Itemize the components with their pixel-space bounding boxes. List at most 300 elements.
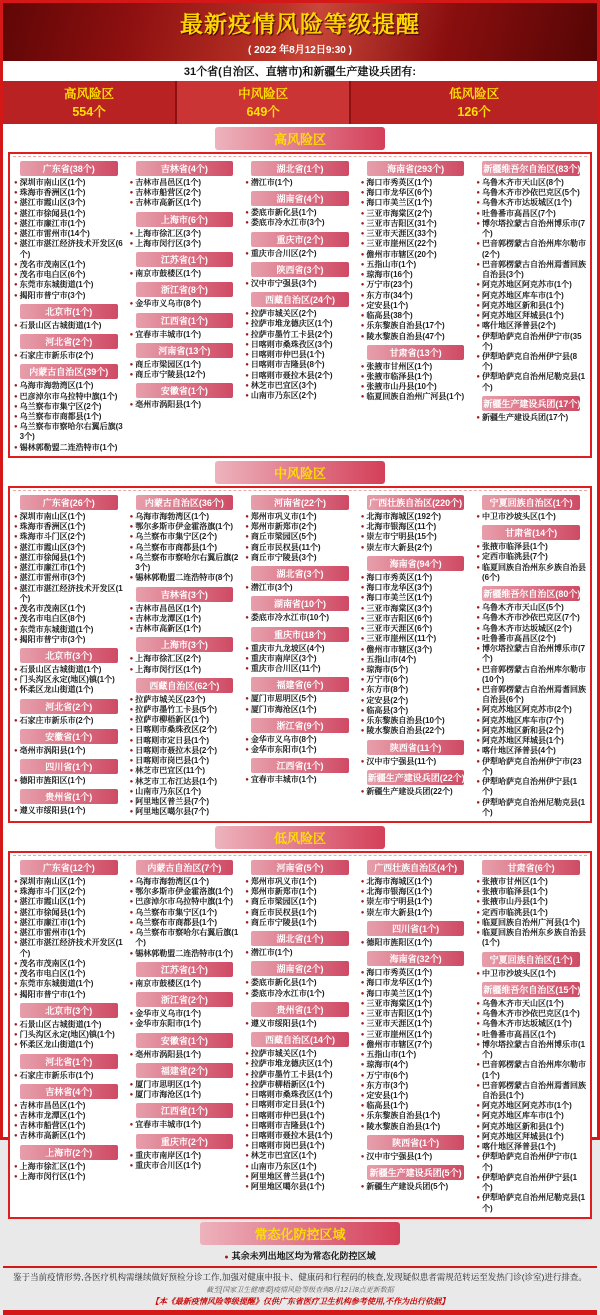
region-item bbox=[360, 593, 472, 603]
bullet-icon: ● bbox=[360, 363, 365, 370]
bullet-icon: ● bbox=[14, 513, 18, 520]
region-item-text: 湛江市霞山区(3个) bbox=[19, 542, 86, 552]
bullet-icon: ● bbox=[129, 737, 134, 744]
region-item bbox=[13, 1111, 125, 1121]
bullet-icon: ● bbox=[245, 352, 249, 359]
region-item-text: 厦门市海沧区(1个) bbox=[250, 704, 317, 714]
region-item bbox=[475, 716, 587, 726]
bullet-icon: ● bbox=[14, 444, 18, 451]
region-item bbox=[475, 726, 587, 736]
region-item bbox=[360, 239, 472, 249]
region-item-text: 重庆市合川区(2个) bbox=[250, 248, 317, 258]
bullet-icon: ● bbox=[129, 230, 134, 237]
region-item bbox=[244, 371, 356, 381]
region-item bbox=[13, 291, 125, 301]
bullet-icon: ● bbox=[245, 1081, 249, 1088]
section-columns-mid-risk bbox=[11, 492, 589, 818]
bullet-icon: ● bbox=[129, 909, 134, 916]
region-item-text: 东莞市东城街道(1个) bbox=[19, 979, 94, 989]
region-item-text: 五指山市(1个) bbox=[366, 259, 417, 269]
region-item-text: 定安县(2个) bbox=[366, 695, 409, 705]
region-item bbox=[13, 532, 125, 542]
region-item bbox=[244, 1111, 356, 1121]
bullet-icon: ● bbox=[476, 615, 480, 622]
bullet-icon: ● bbox=[476, 1133, 480, 1140]
bottom-red-bar bbox=[3, 1310, 597, 1315]
region-item-text: 新疆生产建设兵团(5个) bbox=[366, 1182, 449, 1192]
bullet-icon: ● bbox=[476, 210, 480, 217]
region-item bbox=[360, 1030, 472, 1040]
region-item-text: 临高县(1个) bbox=[366, 1101, 409, 1111]
bullet-icon: ● bbox=[129, 1011, 134, 1018]
region-item bbox=[360, 604, 472, 614]
region-item-text: 伊犁哈萨克自治州伊宁县(1个) bbox=[482, 777, 578, 797]
province-badge: 新疆维吾尔自治区(80个) bbox=[482, 586, 580, 601]
region-item-text: 日喀则市聂拉木县(1个) bbox=[250, 1131, 333, 1140]
region-item-text: 定西市临洮县(7个) bbox=[482, 552, 548, 562]
region-item-text: 拉萨市柳梧新区(1个) bbox=[250, 1079, 325, 1089]
bullet-icon: ● bbox=[476, 1123, 480, 1130]
region-item bbox=[475, 542, 587, 552]
region-item-text: 万宁市(23个) bbox=[366, 280, 413, 290]
region-item bbox=[129, 370, 241, 380]
region-item bbox=[475, 291, 587, 301]
province-badge: 上海市(2个) bbox=[20, 1145, 118, 1160]
region-item-text: 北海市银海区(1个) bbox=[366, 887, 433, 897]
region-item bbox=[244, 279, 356, 289]
province-badge: 新疆生产建设兵团(17个) bbox=[482, 396, 580, 411]
region-item bbox=[244, 178, 356, 188]
region-item-text: 遵义市绥阳县(1个) bbox=[19, 806, 86, 816]
bullet-icon: ● bbox=[245, 513, 249, 520]
region-item bbox=[360, 1081, 472, 1091]
region-item-text: 乌海市海勃湾区(1个) bbox=[135, 877, 209, 887]
bullet-icon: ● bbox=[360, 1113, 365, 1120]
bullet-icon: ● bbox=[360, 1052, 365, 1059]
region-item-text: 门头沟区永定(地区)镇(1个) bbox=[19, 675, 115, 685]
province-badge: 新疆生产建设兵团(22个) bbox=[367, 770, 465, 785]
bullet-icon: ● bbox=[129, 788, 134, 795]
region-item-text: 乐东黎族自治县(17个) bbox=[366, 321, 445, 331]
region-item bbox=[475, 563, 587, 583]
region-item-text: 伊犁哈萨克自治州尼勒克县(1个) bbox=[482, 797, 586, 817]
bullet-icon: ● bbox=[476, 544, 480, 551]
region-item bbox=[244, 1151, 356, 1161]
region-item bbox=[129, 777, 241, 787]
region-item bbox=[129, 1090, 241, 1100]
region-item bbox=[475, 1019, 587, 1029]
region-item-text: 张掖市山丹县(1个) bbox=[482, 897, 548, 907]
bullet-icon: ● bbox=[129, 1122, 134, 1129]
region-item-text: 湛江市雷州市(3个) bbox=[19, 573, 86, 583]
region-item-text: 金华市东阳市(1个) bbox=[250, 744, 317, 754]
low-risk-column-4 bbox=[358, 857, 474, 1192]
region-item-text: 伊犁哈萨克自治州伊宁县(8个) bbox=[482, 351, 578, 372]
risk-sections bbox=[3, 127, 597, 1219]
region-item-text: 遵义市绥阳县(1个) bbox=[250, 1018, 317, 1028]
bullet-icon: ● bbox=[14, 1113, 18, 1119]
section-columns-low-risk bbox=[11, 857, 589, 1214]
bullet-icon: ● bbox=[360, 282, 365, 289]
region-item-text: 三亚市天涯区(6个) bbox=[366, 624, 433, 634]
region-item-text: 巴音郭楞蒙古自治州库尔勒市(2个) bbox=[482, 239, 586, 259]
region-item bbox=[475, 260, 587, 280]
region-item-text: 湛江市徐闻县(1个) bbox=[19, 907, 86, 917]
province-badge: 浙江省(2个) bbox=[136, 992, 234, 1007]
region-item bbox=[244, 887, 356, 897]
region-item bbox=[475, 178, 587, 188]
bullet-icon: ● bbox=[245, 220, 249, 227]
region-item bbox=[475, 512, 587, 522]
bullet-icon: ● bbox=[245, 331, 249, 338]
region-item bbox=[244, 897, 356, 907]
publish-datetime: ( 2022 年8月12日9:30 ) bbox=[248, 45, 352, 56]
region-item-text: 三亚市吉阳区(31个) bbox=[366, 218, 437, 228]
region-item bbox=[13, 351, 125, 361]
region-item bbox=[360, 332, 472, 342]
region-item-text: 山南市乃东区(1个) bbox=[135, 786, 201, 796]
bullet-icon: ● bbox=[14, 1021, 18, 1028]
province-badge: 贵州省(1个) bbox=[251, 1002, 349, 1017]
region-item-text: 湛江市霞山区(3个) bbox=[19, 198, 86, 208]
region-item-text: 深圳市南山区(1个) bbox=[19, 511, 86, 521]
bullet-icon: ● bbox=[129, 301, 134, 308]
region-item-text: 三亚市吉阳区(1个) bbox=[366, 1009, 433, 1019]
bullet-icon: ● bbox=[476, 1041, 480, 1048]
region-item-text: 琼海市(16个) bbox=[366, 270, 413, 280]
bullet-icon: ● bbox=[360, 1021, 365, 1028]
region-item bbox=[129, 1019, 241, 1029]
region-item-text: 东方市(3个) bbox=[366, 1080, 409, 1090]
region-item-text: 上海市徐汇区(1个) bbox=[19, 1161, 86, 1171]
region-item-text: 阿里地区普兰县(7个) bbox=[135, 797, 209, 807]
province-badge: 海南省(32个) bbox=[367, 951, 465, 966]
region-item bbox=[244, 1070, 356, 1080]
region-item bbox=[129, 736, 241, 746]
region-item-text: 茂名市电白区(8个) bbox=[19, 614, 86, 624]
region-item-text: 喀什地区泽普县(1个) bbox=[482, 1142, 556, 1152]
region-item-text: 乌兰察布市商都县(1个) bbox=[19, 411, 102, 421]
region-item-text: 伊犁哈萨克自治州尼勒克县(1个) bbox=[482, 1193, 586, 1213]
region-item-text: 阿克苏地区库车市(1个) bbox=[482, 290, 564, 300]
bullet-icon: ● bbox=[360, 333, 365, 340]
footer-divider bbox=[3, 1266, 597, 1268]
bullet-icon: ● bbox=[14, 1072, 18, 1079]
region-item bbox=[360, 270, 472, 280]
footer-disclaimer: 【本《最新疫情风险等级提醒》仅供广东省医疗卫生机构参考使用,不作为出行依据】 bbox=[150, 1296, 450, 1306]
region-item bbox=[360, 1019, 472, 1029]
region-item-text: 乌兰察布市察哈尔右翼后旗(23个) bbox=[135, 552, 239, 573]
bullet-icon: ● bbox=[476, 1195, 480, 1202]
bullet-icon: ● bbox=[476, 292, 480, 299]
bullet-icon: ● bbox=[129, 372, 134, 379]
region-item bbox=[129, 614, 241, 624]
section-mid-risk bbox=[8, 486, 592, 823]
bullet-icon: ● bbox=[129, 1081, 134, 1088]
bullet-icon: ● bbox=[14, 241, 18, 248]
region-item-text: 石家庄市新乐市(2个) bbox=[19, 715, 94, 725]
bullet-icon: ● bbox=[476, 1031, 480, 1038]
province-badge: 甘肃省(13个) bbox=[367, 345, 465, 360]
region-item-text: 湛江市廉江市(1个) bbox=[19, 563, 86, 573]
region-item-text: 上海市徐汇区(2个) bbox=[135, 654, 201, 664]
region-item-text: 南京市鼓楼区(1个) bbox=[135, 269, 201, 279]
region-item bbox=[13, 1172, 125, 1182]
bullet-icon: ● bbox=[360, 879, 365, 886]
bullet-icon: ● bbox=[476, 635, 480, 642]
region-item bbox=[129, 1151, 241, 1161]
bullet-icon: ● bbox=[245, 534, 249, 541]
region-item-text: 商丘市民权县(11个) bbox=[250, 542, 321, 552]
region-item-text: 三亚市海棠区(2个) bbox=[366, 208, 433, 218]
bullet-icon: ● bbox=[14, 919, 18, 926]
region-item-text: 重庆市南岸区(1个) bbox=[135, 1150, 201, 1160]
scope-subtitle: 31个省(自治区、直辖市)和新疆生产建设兵团有: bbox=[3, 61, 597, 81]
province-badge: 四川省(1个) bbox=[20, 759, 118, 774]
region-item bbox=[129, 624, 241, 634]
region-item-text: 张掖市临泽县(1个) bbox=[482, 887, 548, 897]
region-item bbox=[360, 1122, 472, 1132]
section-badge-mid-risk: 中风险区 bbox=[215, 461, 385, 484]
bullet-icon: ● bbox=[14, 889, 18, 896]
high-risk-column-1 bbox=[11, 158, 127, 453]
bullet-icon: ● bbox=[14, 940, 18, 947]
region-item bbox=[360, 1040, 472, 1050]
province-badge: 广西壮族自治区(220个) bbox=[367, 495, 465, 510]
region-item-text: 海口市美兰区(1个) bbox=[366, 988, 433, 998]
bullet-icon: ● bbox=[14, 930, 18, 937]
region-item bbox=[13, 573, 125, 583]
region-item bbox=[360, 260, 472, 270]
region-item bbox=[13, 908, 125, 918]
province-badge: 北京市(3个) bbox=[20, 648, 118, 663]
high-risk-column-2 bbox=[127, 158, 243, 411]
bullet-icon: ● bbox=[245, 1071, 249, 1078]
region-item bbox=[13, 280, 125, 290]
province-badge: 重庆市(2个) bbox=[136, 1134, 234, 1149]
bullet-icon: ● bbox=[245, 706, 249, 713]
region-item bbox=[475, 1101, 587, 1111]
region-item-text: 吉林市高新区(1个) bbox=[135, 198, 201, 208]
stat-mid-label: 中风险区 bbox=[238, 87, 289, 101]
region-item bbox=[129, 797, 241, 807]
region-item-text: 乌鲁木齐市沙依巴克区(7个) bbox=[482, 613, 580, 623]
region-item bbox=[475, 1111, 587, 1121]
bullet-icon: ● bbox=[129, 361, 134, 368]
region-item bbox=[13, 321, 125, 331]
region-item-text: 乌兰察布市集宁区(2个) bbox=[19, 401, 102, 411]
region-item bbox=[475, 613, 587, 623]
footer-advice: 鉴于当前疫情形势,各医疗机构需继续做好预检分诊工作,加强对健康申报卡、健康码和行程码的核查,发现疑似患者需规范转运至发热门诊(诊室)进行排查。 bbox=[13, 1271, 587, 1282]
region-item bbox=[244, 1059, 356, 1069]
bullet-icon: ● bbox=[14, 991, 18, 998]
stat-mid-count: 649个 bbox=[246, 105, 280, 119]
region-item bbox=[244, 1182, 356, 1192]
region-item-text: 湛江市湛江经济技术开发区(1个) bbox=[19, 583, 123, 603]
region-item bbox=[360, 583, 472, 593]
region-item-text: 临夏回族自治州广河县(1个) bbox=[482, 917, 580, 927]
region-item-text: 拉萨市柳梧新区(1个) bbox=[135, 715, 209, 725]
region-item bbox=[13, 928, 125, 938]
bullet-icon: ● bbox=[476, 707, 480, 714]
bullet-icon: ● bbox=[245, 746, 249, 753]
province-badge: 湖南省(2个) bbox=[251, 961, 349, 976]
region-item-text: 湛江市廉江市(1个) bbox=[19, 917, 86, 927]
region-item-text: 北海市海城区(1个) bbox=[366, 877, 433, 887]
region-item-text: 厦门市思明区(1个) bbox=[135, 1079, 201, 1089]
region-item-text: 郑州市新郑市(1个) bbox=[250, 887, 317, 897]
region-item bbox=[475, 757, 587, 777]
region-item bbox=[244, 1100, 356, 1110]
region-item bbox=[129, 756, 241, 766]
region-item bbox=[244, 553, 356, 563]
bullet-icon: ● bbox=[245, 1143, 249, 1150]
region-item bbox=[475, 634, 587, 644]
region-item-text: 儋州市市辖区(3个) bbox=[366, 644, 433, 654]
region-item bbox=[360, 1091, 472, 1101]
bullet-icon: ● bbox=[14, 636, 18, 643]
region-item-text: 怀柔区龙山街道(1个) bbox=[19, 685, 94, 695]
region-item-text: 儋州市市辖区(20个) bbox=[366, 249, 437, 259]
region-item bbox=[129, 360, 241, 370]
bullet-icon: ● bbox=[476, 1144, 480, 1151]
region-item-text: 湛江市雷州市(1个) bbox=[19, 928, 86, 938]
province-badge: 安徽省(1个) bbox=[136, 383, 234, 398]
stat-high-risk bbox=[3, 81, 175, 124]
region-item-text: 陵水黎族自治县(1个) bbox=[366, 1121, 441, 1131]
region-item bbox=[475, 311, 587, 321]
province-badge: 湖南省(10个) bbox=[251, 596, 349, 611]
bullet-icon: ● bbox=[360, 313, 365, 320]
region-item bbox=[475, 736, 587, 746]
region-item-text: 郑州市巩义市(1个) bbox=[250, 877, 317, 887]
region-item bbox=[244, 908, 356, 918]
region-item bbox=[129, 522, 241, 532]
province-badge: 西藏自治区(24个) bbox=[251, 292, 349, 307]
region-item bbox=[244, 360, 356, 370]
region-item-text: 乌兰察布市察哈尔右翼后旗(33个) bbox=[19, 422, 123, 442]
bullet-icon: ● bbox=[476, 1103, 480, 1110]
bullet-icon: ● bbox=[245, 1163, 249, 1170]
region-item-text: 万宁市(6个) bbox=[366, 1070, 409, 1080]
bullet-icon: ● bbox=[476, 513, 480, 520]
region-item-text: 乌鲁木齐市达坂城区(1个) bbox=[482, 1019, 572, 1029]
province-badge: 湖南省(4个) bbox=[251, 191, 349, 206]
region-item bbox=[475, 777, 587, 797]
bullet-icon: ● bbox=[14, 565, 18, 572]
bullet-icon: ● bbox=[360, 513, 365, 520]
bullet-icon: ● bbox=[245, 736, 249, 743]
region-item-text: 巴音郭楞蒙古自治州库尔勒市(10个) bbox=[482, 664, 586, 684]
region-item-text: 湛江市廉江市(1个) bbox=[19, 218, 86, 228]
province-badge: 江西省(1个) bbox=[136, 1103, 234, 1118]
region-item bbox=[475, 1040, 587, 1060]
low-risk-column-2 bbox=[127, 857, 243, 1171]
section-high-risk bbox=[8, 152, 592, 458]
region-item bbox=[360, 1152, 472, 1162]
bullet-icon: ● bbox=[360, 626, 365, 633]
region-item bbox=[360, 665, 472, 675]
mid-risk-column-1 bbox=[11, 492, 127, 817]
region-item bbox=[13, 381, 125, 391]
province-badge: 江西省(1个) bbox=[136, 313, 234, 328]
bullet-icon: ● bbox=[129, 331, 134, 338]
region-item-text: 拉萨市堆龙德庆区(1个) bbox=[250, 319, 333, 329]
region-item-text: 湛江市徐闻县(1个) bbox=[19, 552, 86, 562]
stat-low-count: 126个 bbox=[457, 105, 491, 119]
bullet-icon: ● bbox=[129, 1051, 134, 1058]
region-item-text: 新疆生产建设兵团(17个) bbox=[482, 412, 569, 422]
high-risk-column-3 bbox=[242, 158, 358, 401]
province-badge: 河南省(5个) bbox=[251, 860, 349, 875]
region-item bbox=[475, 877, 587, 887]
region-item-text: 乌海市海勃湾区(1个) bbox=[135, 511, 209, 521]
region-item bbox=[244, 249, 356, 259]
region-item bbox=[13, 918, 125, 928]
region-item-text: 阿克苏地区阿克苏市(1个) bbox=[482, 1101, 572, 1111]
region-item bbox=[244, 775, 356, 785]
bullet-icon: ● bbox=[245, 879, 249, 886]
bullet-icon: ● bbox=[129, 180, 134, 186]
region-item bbox=[360, 877, 472, 887]
region-item bbox=[13, 685, 125, 695]
region-item bbox=[475, 372, 587, 392]
region-item bbox=[360, 362, 472, 372]
region-item-text: 揭阳市普宁市(1个) bbox=[19, 989, 86, 999]
region-item bbox=[129, 299, 241, 309]
region-item-text: 阿克苏地区新和县(2个) bbox=[482, 725, 564, 735]
region-item bbox=[129, 573, 241, 583]
region-item-text: 茂名市茂南区(1个) bbox=[19, 958, 86, 968]
region-item bbox=[244, 330, 356, 340]
region-item bbox=[13, 1040, 125, 1050]
bullet-icon: ● bbox=[129, 799, 134, 806]
stat-mid-risk bbox=[175, 81, 351, 124]
bullet-icon: ● bbox=[129, 615, 134, 622]
bullet-icon: ● bbox=[245, 980, 249, 987]
region-item bbox=[360, 1009, 472, 1019]
region-item bbox=[13, 969, 125, 979]
bullet-icon: ● bbox=[245, 362, 249, 369]
region-item-text: 潜江市(3个) bbox=[250, 583, 293, 593]
province-badge: 广东省(26个) bbox=[20, 495, 118, 510]
region-item bbox=[129, 665, 241, 675]
region-item-text: 日喀则市仲巴县(1个) bbox=[250, 350, 325, 360]
region-item bbox=[13, 219, 125, 229]
bullet-icon: ● bbox=[360, 1082, 365, 1089]
region-item bbox=[13, 675, 125, 685]
region-item bbox=[360, 1050, 472, 1060]
bullet-icon: ● bbox=[360, 1062, 365, 1069]
region-item bbox=[129, 949, 241, 959]
bullet-icon: ● bbox=[129, 240, 134, 247]
bullet-icon: ● bbox=[129, 696, 134, 703]
region-item bbox=[360, 291, 472, 301]
region-item bbox=[13, 392, 125, 402]
region-item bbox=[244, 1090, 356, 1100]
mid-risk-column-4 bbox=[358, 492, 474, 797]
bullet-icon: ● bbox=[245, 615, 249, 622]
bullet-icon: ● bbox=[476, 686, 480, 693]
region-item bbox=[475, 705, 587, 715]
bullet-icon: ● bbox=[245, 899, 249, 906]
bullet-icon: ● bbox=[129, 758, 134, 765]
region-item-text: 喀什地区泽普县(2个) bbox=[482, 321, 556, 331]
region-item bbox=[244, 1019, 356, 1029]
region-item-text: 石景山区古城街道(1个) bbox=[19, 320, 102, 330]
region-item bbox=[360, 675, 472, 685]
province-badge: 陕西省(11个) bbox=[367, 740, 465, 755]
